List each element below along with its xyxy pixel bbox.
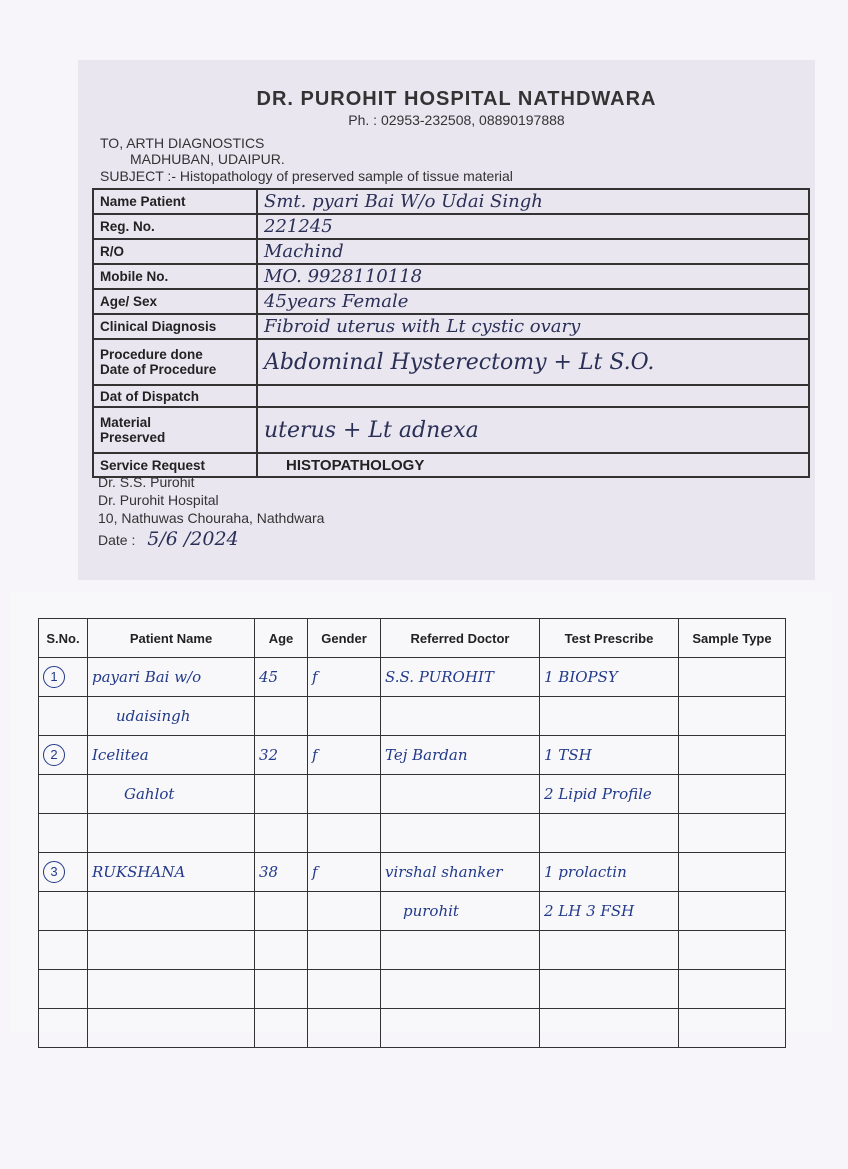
cell-test: 1 TSH [540, 736, 679, 775]
cell-gender [308, 775, 381, 814]
table-row [39, 814, 786, 853]
cell-referred-doctor [381, 931, 540, 970]
cell-age [255, 970, 308, 1009]
row-dispatch [93, 385, 809, 407]
cell-referred-doctor: purohit [381, 892, 540, 931]
row-ro [93, 239, 809, 264]
subject-line: SUBJECT :- Histopathology of preserved sample of tissue material [100, 168, 513, 184]
value-age-sex: 45years Female [264, 291, 409, 312]
label-mobile: Mobile No. [93, 264, 257, 289]
cell-patient-name: Gahlot [88, 775, 255, 814]
header-sample-type: Sample Type [679, 619, 786, 658]
cell-referred-doctor [381, 697, 540, 736]
header-sno: S.No. [39, 619, 88, 658]
register-sheet [10, 592, 832, 1032]
cell-sample-type [679, 970, 786, 1009]
value-clinical-diagnosis: Fibroid uterus with Lt cystic ovary [264, 316, 581, 337]
cell-sample-type [679, 853, 786, 892]
row-clinical-diagnosis [93, 314, 809, 339]
cell-sno [39, 814, 88, 853]
cell-sample-type [679, 736, 786, 775]
table-row [39, 736, 786, 775]
label-service-request: Service Request [93, 453, 257, 477]
cell-referred-doctor [381, 970, 540, 1009]
cell-sample-type [679, 892, 786, 931]
header-referred-doctor: Referred Doctor [381, 619, 540, 658]
patient-details-table [92, 188, 810, 478]
cell-age [255, 931, 308, 970]
cell-referred-doctor: virshal shanker [381, 853, 540, 892]
cell-gender: f [308, 853, 381, 892]
row-service-request [93, 453, 809, 477]
cell-referred-doctor [381, 775, 540, 814]
row-number: 1 [43, 666, 65, 688]
cell-patient-name: payari Bai w/o [88, 658, 255, 697]
cell-test: 2 LH 3 FSH [540, 892, 679, 931]
cell-test [540, 814, 679, 853]
row-mobile [93, 264, 809, 289]
cell-test: 1 prolactin [540, 853, 679, 892]
cell-age [255, 775, 308, 814]
cell-sample-type [679, 775, 786, 814]
label-dispatch: Dat of Dispatch [93, 385, 257, 407]
date-value: 5/6 /2024 [147, 528, 239, 550]
signature-hospital: Dr. Purohit Hospital [98, 492, 219, 508]
cell-sno [39, 931, 88, 970]
table-row [39, 931, 786, 970]
value-mobile: MO. 9928110118 [264, 266, 423, 287]
hospital-name: DR. PUROHIT HOSPITAL NATHDWARA [256, 88, 657, 110]
cell-referred-doctor [381, 1009, 540, 1048]
table-row [39, 853, 786, 892]
label-clinical-diagnosis: Clinical Diagnosis [93, 314, 257, 339]
cell-gender [308, 892, 381, 931]
row-age-sex [93, 289, 809, 314]
label-material: Material [100, 415, 152, 430]
cell-sample-type [679, 658, 786, 697]
cell-sno [39, 775, 88, 814]
cell-sno [39, 697, 88, 736]
cell-age [255, 892, 308, 931]
cell-patient-name [88, 970, 255, 1009]
signature-date [98, 528, 239, 550]
table-row [39, 892, 786, 931]
cell-patient-name [88, 931, 255, 970]
cell-test: 1 BIOPSY [540, 658, 679, 697]
cell-gender: f [308, 736, 381, 775]
signature-doctor: Dr. S.S. Purohit [98, 474, 195, 490]
value-name-patient: Smt. pyari Bai W/o Udai Singh [264, 191, 543, 212]
label-procedure-done: Procedure done [100, 347, 203, 362]
cell-sample-type [679, 1009, 786, 1048]
table-row [39, 658, 786, 697]
register-header-row [39, 619, 786, 658]
cell-referred-doctor [381, 814, 540, 853]
cell-gender: f [308, 658, 381, 697]
row-procedure [93, 339, 809, 385]
cell-age: 38 [255, 853, 308, 892]
cell-gender [308, 814, 381, 853]
value-service-request: HISTOPATHOLOGY [286, 456, 425, 474]
to-line-1: TO, ARTH DIAGNOSTICS [100, 135, 265, 151]
header-test-prescribe: Test Prescribe [540, 619, 679, 658]
to-line-2: MADHUBAN, UDAIPUR. [130, 151, 285, 167]
label-preserved: Preserved [100, 430, 166, 445]
cell-test: 2 Lipid Profile [540, 775, 679, 814]
cell-age: 32 [255, 736, 308, 775]
signature-address: 10, Nathuwas Chouraha, Nathdwara [98, 510, 325, 526]
label-age-sex: Age/ Sex [93, 289, 257, 314]
cell-test [540, 697, 679, 736]
cell-sample-type [679, 697, 786, 736]
cell-referred-doctor: S.S. PUROHIT [381, 658, 540, 697]
row-reg-no [93, 214, 809, 239]
table-row [39, 1009, 786, 1048]
cell-sno [39, 892, 88, 931]
cell-referred-doctor: Tej Bardan [381, 736, 540, 775]
cell-age [255, 1009, 308, 1048]
cell-age [255, 697, 308, 736]
value-material: uterus + Lt adnexa [264, 417, 479, 443]
cell-sno [39, 970, 88, 1009]
cell-gender [308, 697, 381, 736]
date-label: Date : [98, 532, 136, 548]
cell-age [255, 814, 308, 853]
label-reg-no: Reg. No. [93, 214, 257, 239]
value-reg-no: 221245 [264, 216, 333, 237]
cell-patient-name: udaisingh [88, 697, 255, 736]
cell-gender [308, 1009, 381, 1048]
cell-gender [308, 931, 381, 970]
cell-sno [39, 1009, 88, 1048]
cell-test [540, 970, 679, 1009]
referral-slip [78, 60, 815, 580]
header-gender: Gender [308, 619, 381, 658]
hospital-phone: Ph. : 02953-232508, 08890197888 [348, 112, 565, 128]
value-procedure: Abdominal Hysterectomy + Lt S.O. [264, 349, 655, 375]
cell-patient-name [88, 892, 255, 931]
label-ro: R/O [93, 239, 257, 264]
row-material [93, 407, 809, 453]
header-age: Age [255, 619, 308, 658]
row-number: 3 [43, 861, 65, 883]
table-row [39, 775, 786, 814]
cell-patient-name [88, 1009, 255, 1048]
label-date-of-procedure: Date of Procedure [100, 362, 217, 377]
cell-patient-name [88, 814, 255, 853]
cell-test [540, 931, 679, 970]
value-ro: Machind [264, 241, 344, 262]
header-patient-name: Patient Name [88, 619, 255, 658]
label-name-patient: Name Patient [93, 189, 257, 214]
cell-sample-type [679, 931, 786, 970]
cell-patient-name: RUKSHANA [88, 853, 255, 892]
table-row [39, 697, 786, 736]
table-row [39, 970, 786, 1009]
cell-sample-type [679, 814, 786, 853]
cell-age: 45 [255, 658, 308, 697]
row-number: 2 [43, 744, 65, 766]
cell-test [540, 1009, 679, 1048]
row-name-patient [93, 189, 809, 214]
cell-patient-name: Icelitea [88, 736, 255, 775]
register-table [38, 618, 786, 1048]
cell-gender [308, 970, 381, 1009]
